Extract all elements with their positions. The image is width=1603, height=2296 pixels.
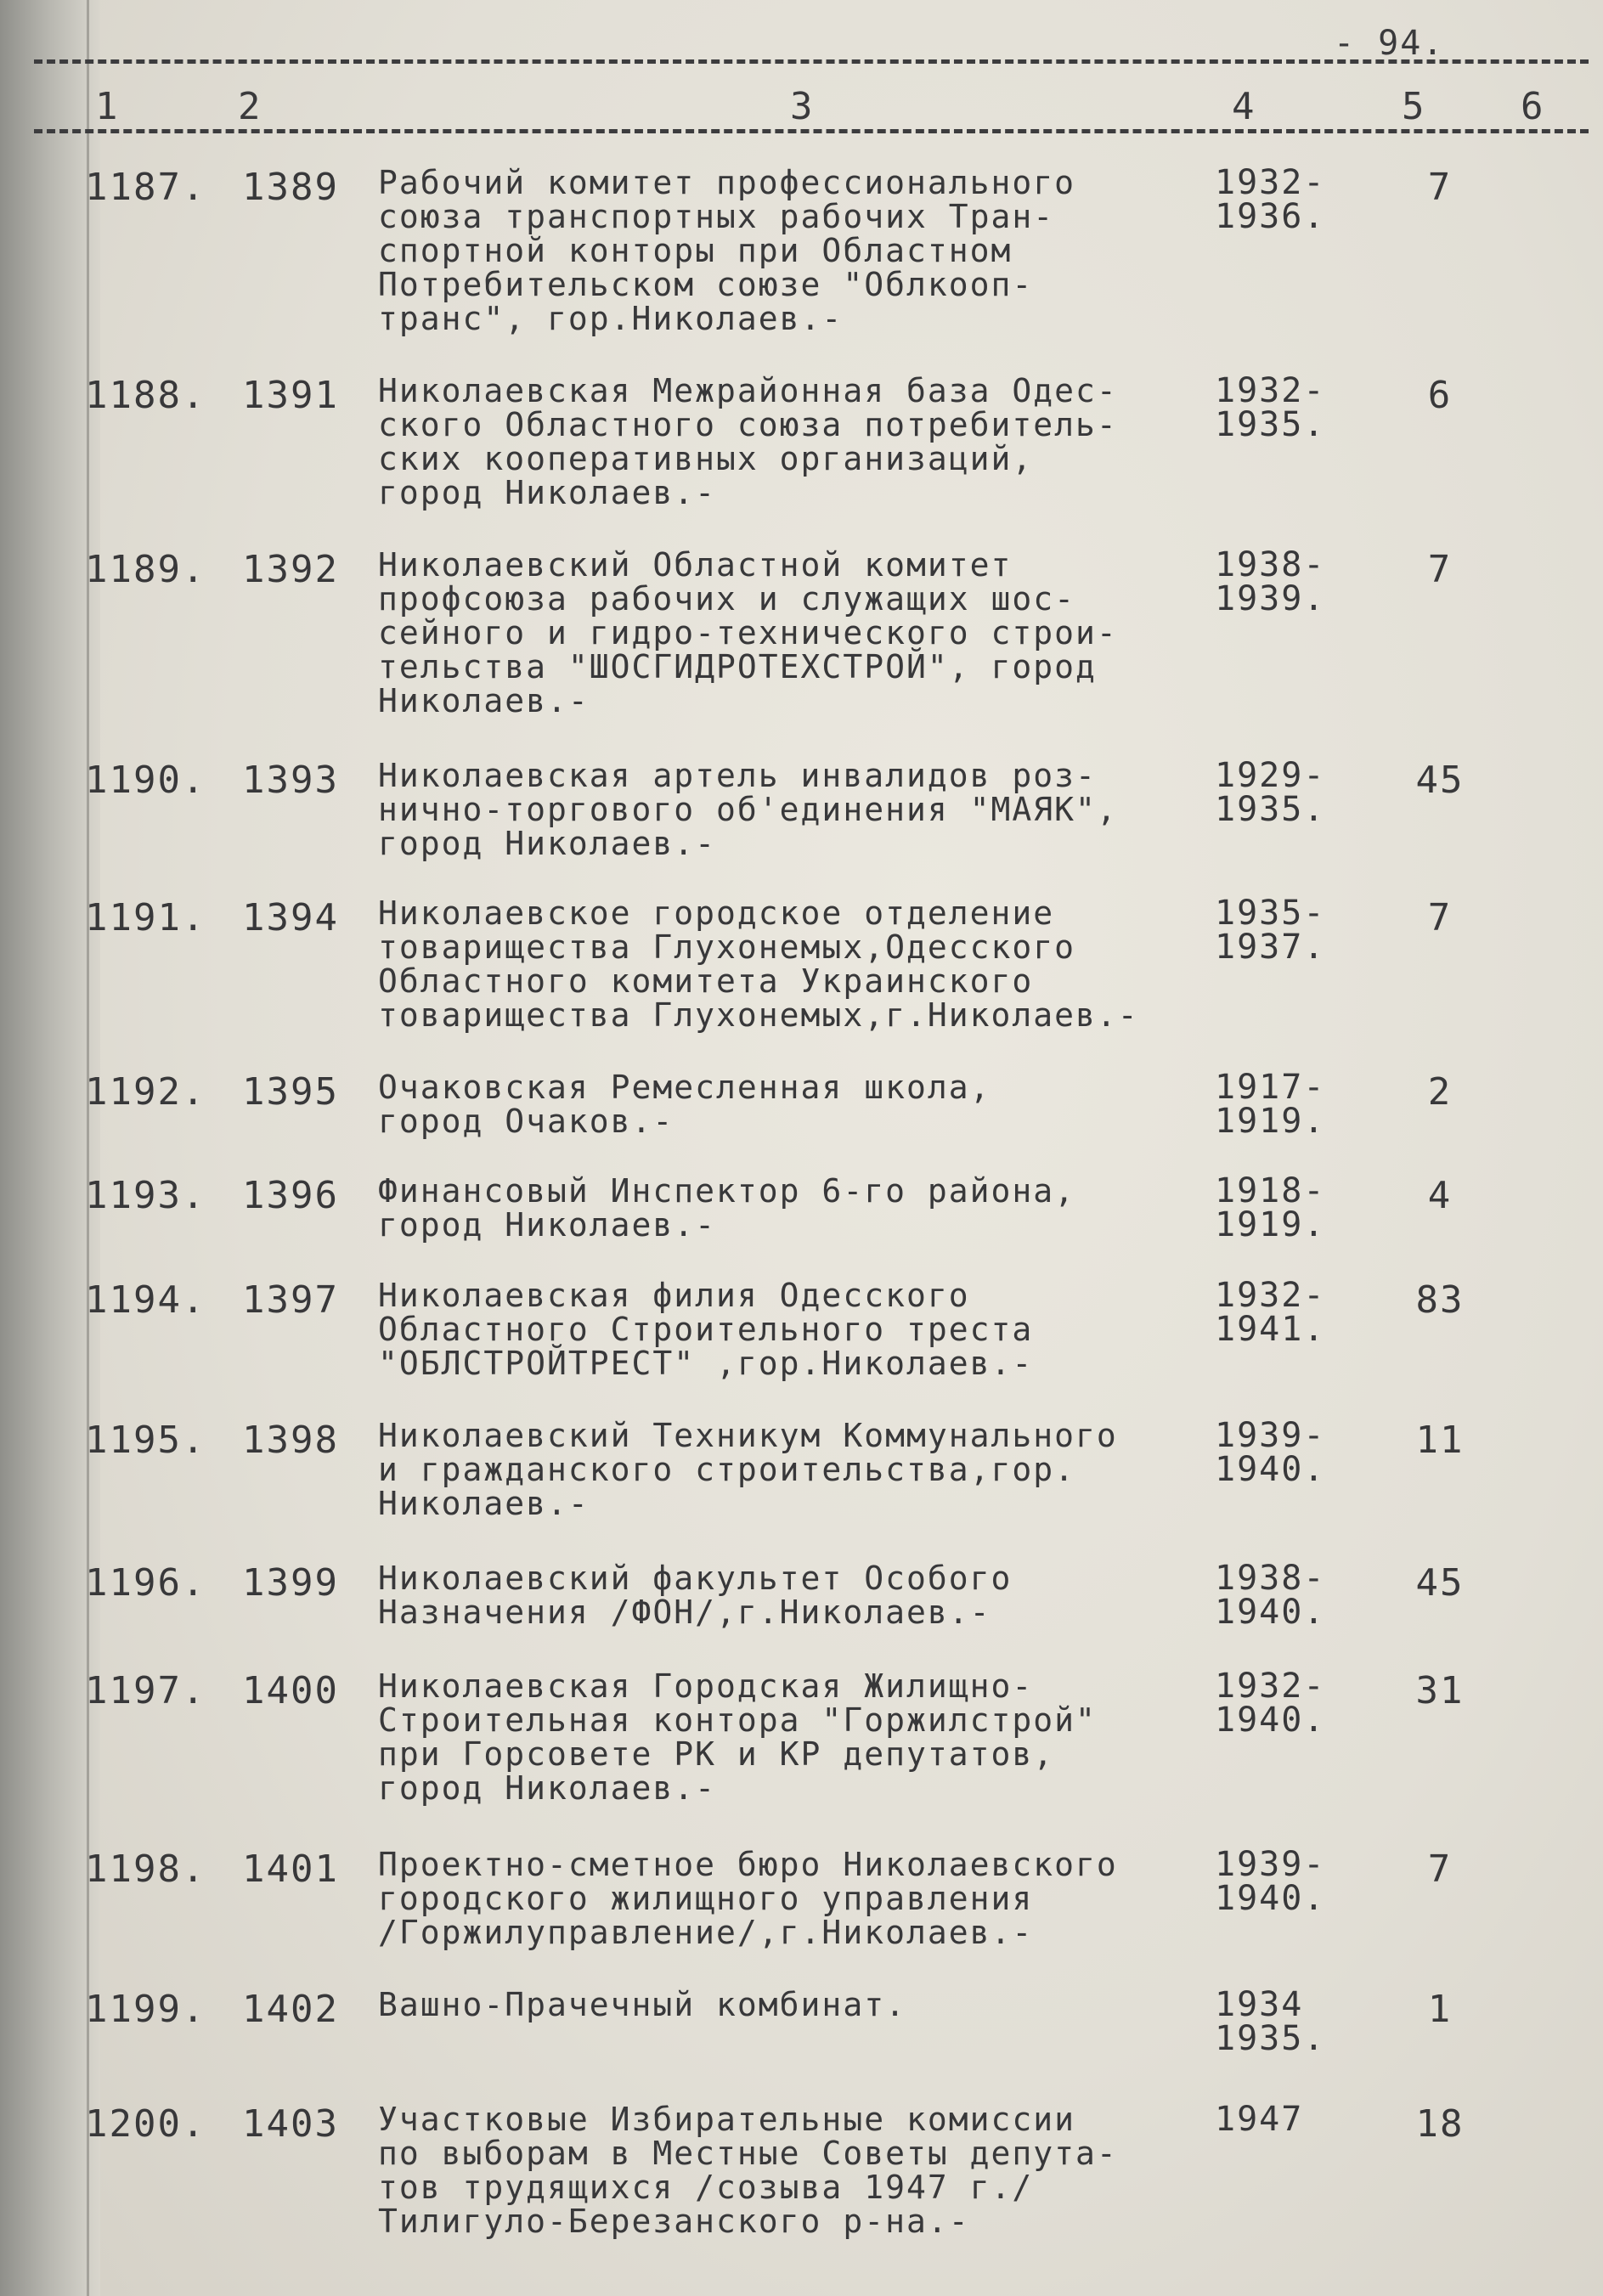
- date-range: 1932- 1941.: [1215, 1276, 1326, 1349]
- entry-number: 1197.: [85, 1669, 206, 1712]
- entry-number: 1200.: [85, 2102, 206, 2146]
- fund-number: 1398: [242, 1419, 339, 1462]
- entry-number: 1198.: [85, 1848, 206, 1891]
- fund-title: Очаковская Ремесленная школа, город Очаков.-: [378, 1069, 991, 1140]
- date-range: 1932- 1936.: [1215, 163, 1326, 236]
- file-count: 45: [1415, 1561, 1465, 1605]
- entry-number: 1189.: [85, 548, 206, 591]
- file-count: 6: [1427, 374, 1453, 417]
- header-rule-top: [34, 59, 1589, 64]
- fund-title: Николаевское городское отделение товарищества Глухонемых,Одесского Областного комитета Украинского товарищества Глухонемых,г.Николаев.-: [378, 894, 1139, 1034]
- column-header-6: 6: [1521, 85, 1545, 128]
- entry-number: 1187.: [85, 166, 206, 209]
- date-range: 1917- 1919.: [1215, 1068, 1326, 1141]
- column-header-5: 5: [1402, 85, 1426, 128]
- entry-number: 1192.: [85, 1070, 206, 1114]
- file-count: 11: [1415, 1419, 1465, 1462]
- column-header-1: 1: [95, 85, 120, 128]
- date-range: 1938- 1940.: [1215, 1559, 1326, 1632]
- date-range: 1934 1935.: [1215, 1985, 1326, 2058]
- fund-number: 1389: [242, 166, 339, 209]
- page-number: - 94.: [1334, 24, 1445, 63]
- file-count: 45: [1415, 759, 1465, 802]
- entry-number: 1195.: [85, 1419, 206, 1462]
- fund-title: Вашно-Прачечный комбинат.: [378, 1986, 906, 2023]
- fund-title: Николаевский факультет Особого Назначения /ФОН/,г.Николаев.-: [378, 1560, 1013, 1631]
- fund-title: Николаевский Техникум Коммунального и гражданского строительства,гор. Николаев.-: [378, 1417, 1118, 1522]
- fund-title: Участковые Избирательные комиссии по выборам в Местные Советы депута- тов трудящихся /созыва 1947 г./ Тилигуло-Березанского р-на.-: [378, 2101, 1118, 2240]
- date-range: 1947: [1215, 2100, 1304, 2139]
- file-count: 7: [1427, 896, 1453, 939]
- fund-title: Рабочий комитет профессионального союза транспортных рабочих Тран- спортной конторы при Областном Потребительском союзе "Облкооп- транс", гор.Николаев.-: [378, 164, 1075, 337]
- file-count: 2: [1427, 1070, 1453, 1114]
- date-range: 1938- 1939.: [1215, 545, 1326, 618]
- fund-number: 1397: [242, 1278, 339, 1322]
- fund-number: 1395: [242, 1070, 339, 1114]
- fund-number: 1393: [242, 759, 339, 802]
- fund-title: Николаевская Межрайонная база Одес- ского Областного союза потребитель- ских кооперативных организаций, город Николаев.-: [378, 372, 1118, 511]
- entry-number: 1196.: [85, 1561, 206, 1605]
- fund-number: 1396: [242, 1174, 339, 1217]
- date-range: 1935- 1937.: [1215, 894, 1326, 967]
- header-rule-bottom: [34, 129, 1589, 133]
- fund-title: Проектно-сметное бюро Николаевского городского жилищного управления /Горжилуправление/,г.Николаев.-: [378, 1846, 1118, 1951]
- fund-number: 1403: [242, 2102, 339, 2146]
- fund-number: 1399: [242, 1561, 339, 1605]
- fund-title: Николаевская Городская Жилищно- Строительная контора "Горжилстрой" при Горсовете РК и КР депутатов, город Николаев.-: [378, 1667, 1097, 1807]
- date-range: 1939- 1940.: [1215, 1845, 1326, 1918]
- binding-line: [87, 0, 89, 2296]
- fund-title: Николаевский Областной комитет профсоюза рабочих и служащих шос- сейного и гидро-технического строи- тельства "ШОСГИДРОТЕХСТРОЙ", город Николаев.-: [378, 546, 1118, 719]
- entry-number: 1194.: [85, 1278, 206, 1322]
- date-range: 1932- 1935.: [1215, 371, 1326, 444]
- fund-title: Николаевская филия Одесского Областного Строительного треста "ОБЛСТРОЙТРЕСТ" ,гор.Николаев.-: [378, 1277, 1034, 1382]
- fund-number: 1394: [242, 896, 339, 939]
- fund-title: Николаевская артель инвалидов роз- нично-торгового об'единения "МАЯК", город Николаев.-: [378, 757, 1118, 862]
- binding-edge: [0, 0, 100, 2296]
- file-count: 1: [1427, 1988, 1453, 2031]
- entry-number: 1191.: [85, 896, 206, 939]
- file-count: 7: [1427, 166, 1453, 209]
- fund-number: 1402: [242, 1988, 339, 2031]
- file-count: 7: [1427, 1848, 1453, 1891]
- file-count: 4: [1427, 1174, 1453, 1217]
- file-count: 31: [1415, 1669, 1465, 1712]
- column-header-3: 3: [790, 85, 815, 128]
- column-header-4: 4: [1232, 85, 1256, 128]
- date-range: 1929- 1935.: [1215, 756, 1326, 829]
- fund-number: 1392: [242, 548, 339, 591]
- fund-number: 1391: [242, 374, 339, 417]
- fund-title: Финансовый Инспектор 6-го района, город Николаев.-: [378, 1172, 1075, 1244]
- file-count: 7: [1427, 548, 1453, 591]
- file-count: 18: [1415, 2102, 1465, 2146]
- file-count: 83: [1415, 1278, 1465, 1322]
- entry-number: 1188.: [85, 374, 206, 417]
- column-header-2: 2: [238, 85, 262, 128]
- paper-sheet: [100, 0, 1603, 2296]
- fund-number: 1401: [242, 1848, 339, 1891]
- fund-number: 1400: [242, 1669, 339, 1712]
- date-range: 1939- 1940.: [1215, 1416, 1326, 1489]
- date-range: 1918- 1919.: [1215, 1171, 1326, 1244]
- entry-number: 1199.: [85, 1988, 206, 2031]
- date-range: 1932- 1940.: [1215, 1667, 1326, 1740]
- entry-number: 1190.: [85, 759, 206, 802]
- entry-number: 1193.: [85, 1174, 206, 1217]
